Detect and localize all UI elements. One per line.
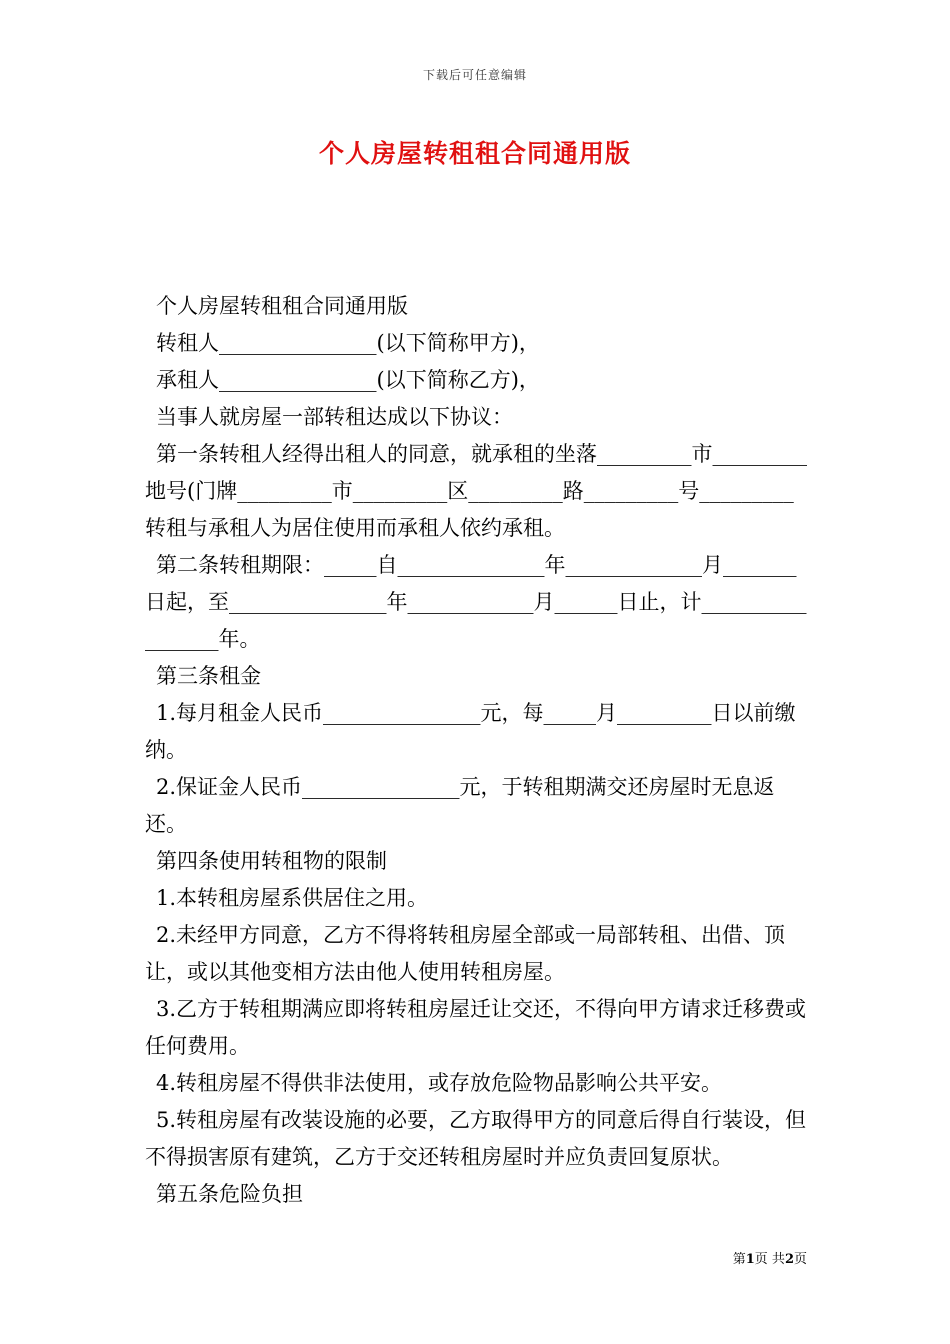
paragraph-article-3-item-1: 1.每月租金人民币_______________元，每_____月_________日以前缴纳。 xyxy=(145,701,796,762)
paragraph-article-1: 第一条转租人经得出租人的同意，就承租的坐落_________市_________地号(门牌_________市_________区_________路_________号_________转租与承租人为居住使用而承租人依约承租。 xyxy=(145,442,807,540)
paragraph-article-4-item-4: 4.转租房屋不得供非法使用，或存放危险物品影响公共平安。 xyxy=(156,1071,723,1095)
page-number-total: 2 xyxy=(784,1252,794,1267)
document-title: 个人房屋转租租合同通用版 xyxy=(318,139,631,168)
paragraph-article-5-title: 第五条危险负担 xyxy=(156,1182,303,1206)
paragraph-agreement: 当事人就房屋一部转租达成以下协议： xyxy=(156,405,513,429)
paragraph-article-4-item-5: 5.转租房屋有改装设施的必要，乙方取得甲方的同意后得自行装设，但不得损害原有建筑，乙方于交还转租房屋时并应负责回复原状。 xyxy=(145,1108,807,1169)
page-number-current: 1 xyxy=(745,1252,755,1267)
paragraph-article-3-item-2: 2.保证金人民币_______________元，于转租期满交还房屋时无息返还。 xyxy=(145,775,775,836)
paragraph-article-4-item-3: 3.乙方于转租期满应即将转租房屋迁让交还，不得向甲方请求迁移费或任何费用。 xyxy=(145,997,807,1058)
page-number-prefix: 第 xyxy=(732,1252,746,1267)
page-number-suffix: 页 xyxy=(793,1252,807,1267)
paragraph-heading: 个人房屋转租租合同通用版 xyxy=(156,294,408,318)
paragraph-article-4-title: 第四条使用转租物的限制 xyxy=(156,849,387,873)
paragraph-article-4-item-2: 2.未经甲方同意，乙方不得将转租房屋全部或一局部转租、出借、顶让，或以其他变相方法由他人使用转租房屋。 xyxy=(145,923,786,984)
document-body xyxy=(145,288,810,1213)
paragraph-article-4-item-1: 1.本转租房屋系供居住之用。 xyxy=(156,886,429,910)
paragraph-article-2: 第二条转租期限：_____自______________年_____________月_______日起，至_______________年____________月______日止，计_________________年。 xyxy=(145,553,807,651)
page-number xyxy=(733,1248,807,1267)
paragraph-article-3-title: 第三条租金 xyxy=(156,664,261,688)
paragraph-sublessor: 转租人_______________(以下简称甲方)， xyxy=(156,331,540,355)
paragraph-sublessee: 承租人_______________(以下简称乙方)， xyxy=(156,368,540,392)
page-number-middle: 页 共 xyxy=(754,1252,785,1267)
header-note: 下载后可任意编辑 xyxy=(422,68,527,82)
